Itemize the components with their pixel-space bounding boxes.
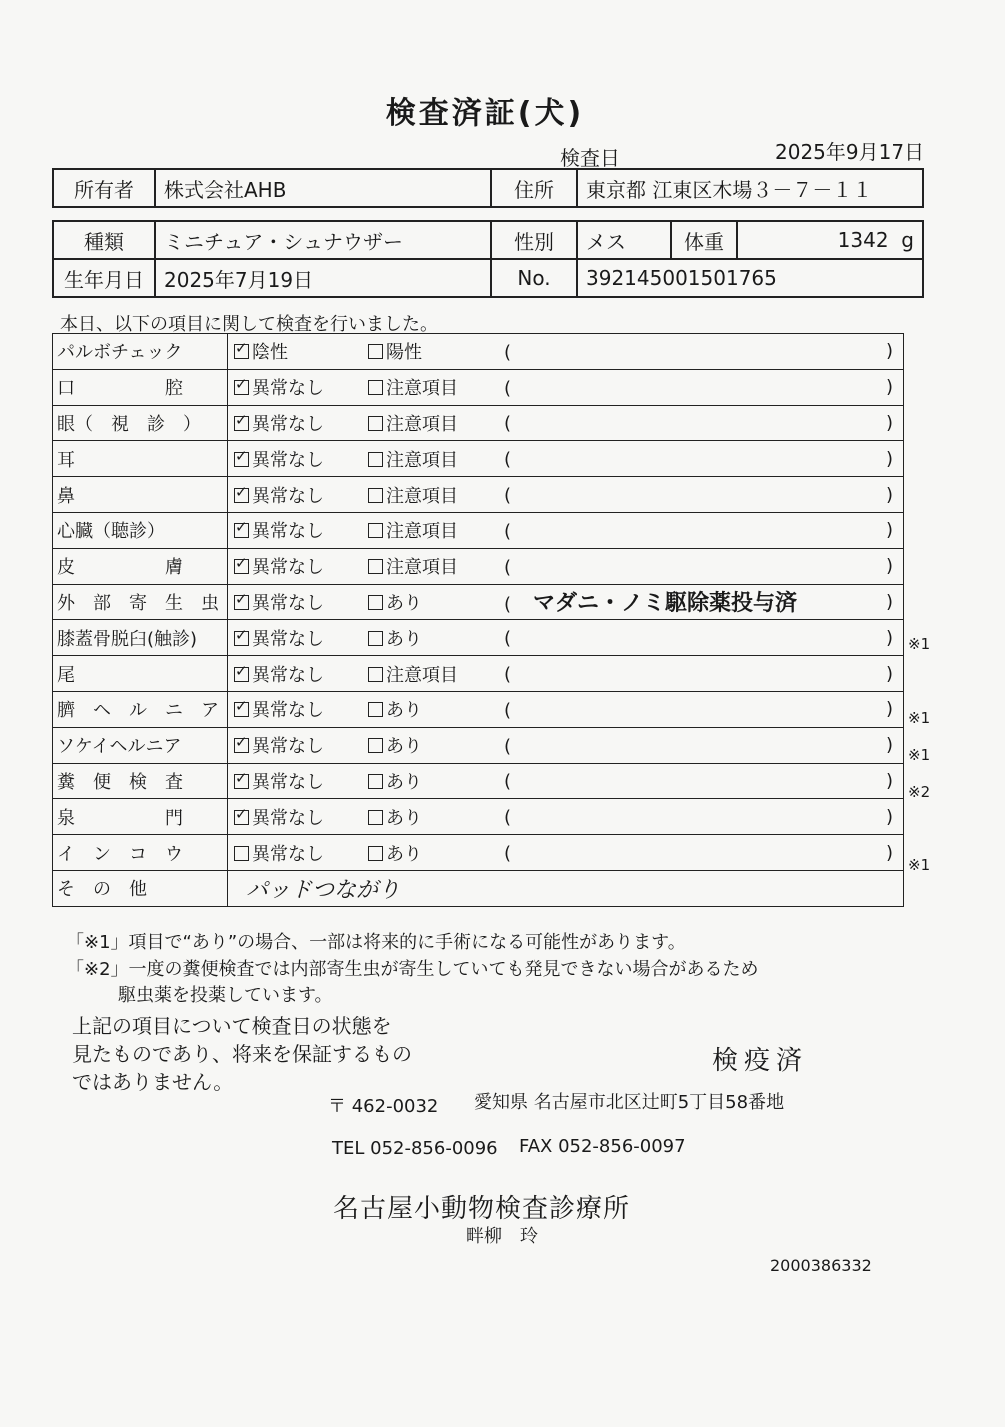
owner-label: 所有者	[53, 169, 155, 207]
option-1-label: 異常なし	[252, 736, 324, 758]
check-row	[53, 835, 904, 871]
check-row	[53, 763, 904, 799]
option-2-cell	[368, 656, 502, 692]
footnote-mark: ※1	[908, 709, 931, 727]
checkbox-option-2[interactable]	[368, 523, 383, 538]
checkbox-option-2[interactable]	[368, 810, 383, 825]
paren-open: (	[504, 485, 512, 507]
option-1-label: 異常なし	[252, 378, 324, 400]
option-1-cell	[228, 477, 369, 513]
checkbox-option-1[interactable]	[234, 523, 249, 538]
option-2-cell	[368, 691, 502, 727]
checkbox-option-1[interactable]	[234, 452, 249, 467]
weight-cell	[737, 221, 923, 259]
option-2-cell	[368, 369, 502, 405]
other-value: パッドつながり	[246, 877, 401, 903]
option-2-label: 注意項目	[386, 378, 458, 400]
paren-open: (	[504, 699, 512, 721]
remarks-cell	[502, 656, 904, 692]
option-1-label: 異常なし	[252, 807, 324, 829]
option-1-cell	[228, 334, 369, 370]
option-2-cell	[368, 799, 502, 835]
option-2-label: あり	[386, 628, 422, 650]
footnote-mark: ※1	[908, 745, 931, 764]
paren-open: (	[504, 449, 512, 471]
option-2-label: 注意項目	[386, 521, 458, 543]
paren-close: )	[885, 627, 893, 649]
clinic-person: 畔柳 玲	[466, 1226, 538, 1247]
check-row	[53, 727, 904, 763]
option-1-label: 異常なし	[252, 485, 324, 507]
other-cell	[228, 870, 904, 906]
check-item-label: 泉 門	[53, 799, 228, 835]
option-1-label: 異常なし	[252, 664, 324, 686]
paren-close: )	[885, 591, 893, 613]
checkbox-option-2[interactable]	[368, 559, 383, 574]
remarks-cell	[502, 441, 904, 477]
option-2-label: あり	[386, 592, 422, 614]
footnote-mark: ※1	[908, 635, 931, 654]
option-2-label: あり	[386, 843, 422, 865]
checkbox-option-2[interactable]	[368, 738, 383, 753]
paren-open: (	[504, 341, 512, 363]
remarks-cell	[502, 584, 904, 620]
option-2-cell	[368, 548, 502, 584]
option-2-label: あり	[386, 771, 422, 793]
option-1-cell	[228, 441, 369, 477]
owner-table	[52, 168, 924, 208]
checkbox-option-1[interactable]	[234, 559, 249, 574]
paren-close: )	[885, 376, 893, 398]
paren-close: )	[885, 448, 893, 470]
paren-close: )	[885, 842, 893, 864]
check-item-label: 耳	[53, 441, 228, 477]
option-2-label: 陽性	[386, 342, 422, 364]
breed-label: 種類	[53, 221, 155, 259]
option-2-label: 注意項目	[386, 557, 458, 579]
option-2-label: 注意項目	[386, 664, 458, 686]
checkbox-option-2[interactable]	[368, 452, 383, 467]
remarks-cell	[502, 691, 904, 727]
check-item-label: 尾	[53, 656, 228, 692]
owner-address: 東京都 江東区木場３－７－１１	[577, 169, 923, 207]
remarks-cell	[502, 512, 904, 548]
disclaimer-line-2: 見たものであり、将来を保証するもの	[72, 1042, 412, 1066]
option-1-cell	[228, 656, 369, 692]
checkbox-option-2[interactable]	[368, 631, 383, 646]
checkbox-option-2[interactable]	[368, 702, 383, 717]
option-1-cell	[228, 584, 369, 620]
option-2-cell	[368, 727, 502, 763]
no-value: 392145001501765	[577, 259, 923, 297]
checkbox-option-1[interactable]	[234, 380, 249, 395]
option-1-label: 異常なし	[252, 843, 324, 865]
option-1-label: 異常なし	[252, 449, 324, 471]
paren-open: (	[504, 413, 512, 435]
check-item-label: パルボチェック	[53, 334, 228, 370]
check-row	[53, 656, 904, 692]
checkbox-option-1[interactable]	[234, 738, 249, 753]
check-item-label: 臍 ヘ ル ニ ア	[53, 691, 228, 727]
check-row	[53, 441, 904, 477]
option-2-cell	[368, 334, 502, 370]
disclaimer-line-3: ではありません。	[72, 1070, 234, 1094]
option-2-label: 注意項目	[386, 449, 458, 471]
other-label: そ の 他	[53, 870, 228, 906]
check-item-label: 糞 便 検 査	[53, 763, 228, 799]
remarks-cell	[502, 620, 904, 656]
paren-close: )	[885, 412, 893, 434]
sex-value: メス	[577, 221, 671, 259]
check-item-label: 皮 膚	[53, 548, 228, 584]
check-row	[53, 691, 904, 727]
fax: FAX 052-856-0097	[519, 1136, 686, 1157]
document-title: 検査済証(犬)	[385, 96, 585, 131]
pet-table	[52, 220, 924, 298]
paren-open: (	[504, 771, 512, 793]
remarks-text: マダニ・ノミ駆除薬投与済	[533, 591, 798, 617]
paren-open: (	[504, 628, 512, 650]
checkbox-option-1[interactable]	[234, 416, 249, 431]
check-row	[53, 334, 904, 370]
checkbox-option-1[interactable]	[234, 344, 249, 359]
option-1-label: 異常なし	[252, 557, 324, 579]
remarks-cell	[502, 835, 904, 871]
other-row	[53, 870, 904, 906]
option-1-cell	[228, 727, 369, 763]
paren-open: (	[504, 594, 512, 616]
option-1-cell	[228, 691, 369, 727]
check-item-label: 外 部 寄 生 虫	[53, 584, 228, 620]
paren-open: (	[504, 664, 512, 686]
option-2-cell	[368, 477, 502, 513]
checkbox-option-2[interactable]	[368, 380, 383, 395]
checkbox-option-2[interactable]	[368, 488, 383, 503]
address-label: 住所	[491, 169, 577, 207]
option-2-label: 注意項目	[386, 413, 458, 435]
check-row	[53, 799, 904, 835]
note-2b: 駆虫薬を投薬しています。	[118, 985, 333, 1006]
option-1-cell	[228, 763, 369, 799]
sex-label: 性別	[491, 221, 577, 259]
paren-close: )	[885, 484, 893, 506]
footnote-mark: ※1	[908, 856, 931, 875]
paren-open: (	[504, 843, 512, 865]
paren-close: )	[885, 770, 893, 792]
disclaimer-line-1: 上記の項目について検査日の状態を	[72, 1014, 392, 1038]
option-2-cell	[368, 405, 502, 441]
option-1-cell	[228, 405, 369, 441]
disclaimer	[72, 1012, 412, 1096]
option-2-label: あり	[386, 807, 422, 829]
checkbox-option-1[interactable]	[234, 595, 249, 610]
clinic-address: 愛知県 名古屋市北区辻町5丁目58番地	[474, 1092, 785, 1113]
checkbox-option-1[interactable]	[234, 488, 249, 503]
option-1-cell	[228, 548, 369, 584]
paren-open: (	[504, 735, 512, 757]
intro-text: 本日、以下の項目に関して検査を行いました。	[60, 314, 438, 335]
check-row	[53, 548, 904, 584]
weight-unit: g	[901, 228, 914, 252]
check-row	[53, 620, 904, 656]
remarks-cell	[502, 548, 904, 584]
clinic-name: 名古屋小動物検査診療所	[333, 1194, 631, 1224]
option-1-label: 異常なし	[252, 628, 324, 650]
remarks-cell	[502, 727, 904, 763]
paren-open: (	[504, 807, 512, 829]
checkbox-option-2[interactable]	[368, 416, 383, 431]
paren-close: )	[885, 698, 893, 720]
remarks-cell	[502, 405, 904, 441]
paren-open: (	[504, 520, 512, 542]
option-1-label: 異常なし	[252, 592, 324, 614]
note-1: 「※1」項目で“あり”の場合、一部は将来的に手術になる可能性があります。	[66, 932, 686, 953]
quarantine-stamp: 検疫済	[712, 1046, 809, 1076]
footnote-mark: ※2	[908, 782, 931, 801]
paren-close: )	[885, 806, 893, 828]
birth-label: 生年月日	[53, 259, 155, 297]
option-1-cell	[228, 620, 369, 656]
weight-value: 1342	[837, 228, 889, 252]
option-2-cell	[368, 512, 502, 548]
checks-table	[52, 333, 904, 907]
paren-close: )	[885, 555, 893, 577]
option-1-cell	[228, 369, 369, 405]
breed-value: ミニチュア・シュナウザー	[155, 221, 491, 259]
option-1-cell	[228, 512, 369, 548]
no-label: No.	[491, 259, 577, 297]
check-row	[53, 405, 904, 441]
checkbox-option-2[interactable]	[368, 595, 383, 610]
remarks-cell	[502, 799, 904, 835]
option-2-cell	[368, 835, 502, 871]
option-1-label: 異常なし	[252, 700, 324, 722]
paren-open: (	[504, 556, 512, 578]
option-2-label: あり	[386, 700, 422, 722]
checkbox-option-2[interactable]	[368, 344, 383, 359]
checkbox-option-1[interactable]	[234, 667, 249, 682]
checkbox-option-1[interactable]	[234, 846, 249, 861]
checkbox-option-2[interactable]	[368, 846, 383, 861]
check-item-label: 心臓（聴診）	[53, 512, 228, 548]
check-item-label: 膝蓋骨脱臼(触診)	[53, 620, 228, 656]
check-row	[53, 512, 904, 548]
document-number: 2000386332	[770, 1256, 872, 1275]
option-2-cell	[368, 441, 502, 477]
check-row	[53, 477, 904, 513]
postal-code: 〒 462-0032	[328, 1096, 439, 1117]
option-1-cell	[228, 799, 369, 835]
paren-close: )	[885, 519, 893, 541]
checkbox-option-1[interactable]	[234, 774, 249, 789]
option-1-label: 陰性	[252, 342, 288, 364]
check-row	[53, 369, 904, 405]
checkbox-option-2[interactable]	[368, 667, 383, 682]
weight-label: 体重	[671, 221, 737, 259]
option-1-label: 異常なし	[252, 413, 324, 435]
option-1-cell	[228, 835, 369, 871]
inspection-date: 2025年9月17日	[775, 140, 925, 164]
owner-value: 株式会社AHB	[155, 169, 491, 207]
checkbox-option-2[interactable]	[368, 774, 383, 789]
check-row	[53, 584, 904, 620]
paren-close: )	[885, 663, 893, 685]
check-item-label: 眼（ 視 診 ）	[53, 405, 228, 441]
check-item-label: イ ン コ ウ	[53, 835, 228, 871]
option-2-cell	[368, 763, 502, 799]
remarks-cell	[502, 369, 904, 405]
option-2-label: 注意項目	[386, 485, 458, 507]
remarks-cell	[502, 763, 904, 799]
option-2-label: あり	[386, 736, 422, 758]
remarks-cell	[502, 334, 904, 370]
paren-close: )	[885, 340, 893, 362]
birth-value: 2025年7月19日	[155, 259, 491, 297]
paren-close: )	[885, 734, 893, 756]
tel: TEL 052-856-0096	[332, 1138, 498, 1159]
check-item-label: 口 腔	[53, 369, 228, 405]
checkbox-option-1[interactable]	[234, 702, 249, 717]
remarks-cell	[502, 477, 904, 513]
note-2a: 「※2」一度の糞便検査では内部寄生虫が寄生していても発見できない場合があるため	[66, 959, 759, 980]
option-1-label: 異常なし	[252, 521, 324, 543]
check-item-label: ソケイヘルニア	[53, 727, 228, 763]
option-2-cell	[368, 584, 502, 620]
option-1-label: 異常なし	[252, 771, 324, 793]
paren-open: (	[504, 377, 512, 399]
checkbox-option-1[interactable]	[234, 810, 249, 825]
check-item-label: 鼻	[53, 477, 228, 513]
option-2-cell	[368, 620, 502, 656]
checkbox-option-1[interactable]	[234, 631, 249, 646]
inspection-date-label: 検査日	[560, 146, 620, 170]
